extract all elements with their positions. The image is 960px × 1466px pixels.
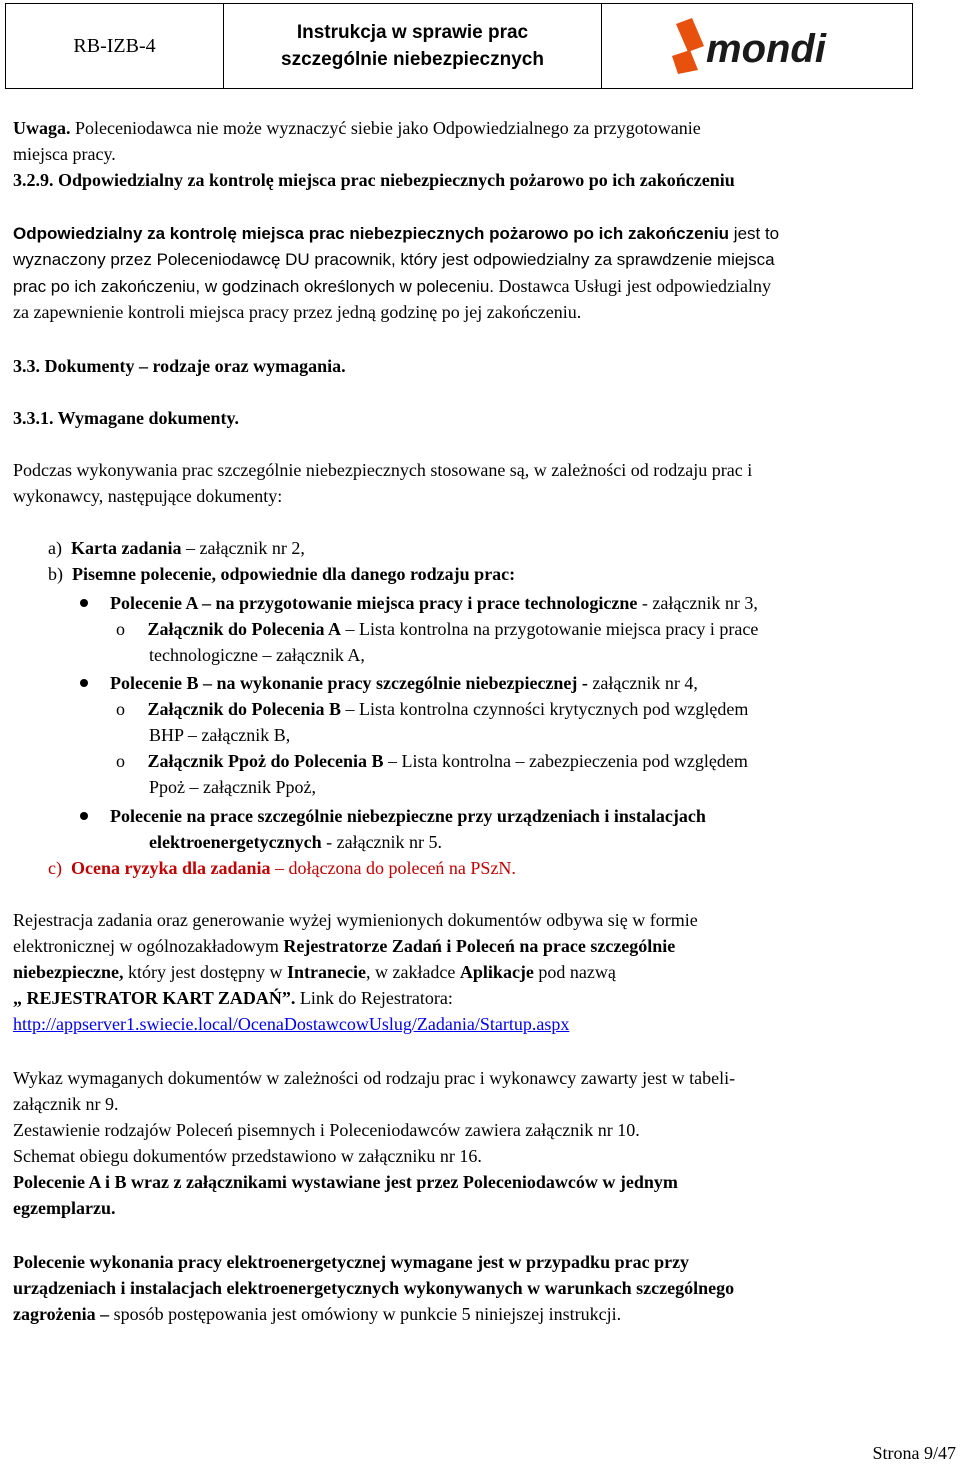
wykaz-line-3: Zestawienie rodzajów Poleceń pisemnych i Poleceniodawców zawiera załącznik nr 10.: [13, 1120, 640, 1140]
title-line-1: Instrukcja w sprawie prac: [296, 22, 529, 43]
sub-item-zalacznik-a-line-2: technologiczne – załącznik A,: [149, 645, 365, 665]
document-title: [224, 4, 602, 88]
reg-line-1: Rejestracja zadania oraz generowanie wyżej wymienionych dokumentów odbywa się w formie: [13, 910, 698, 930]
section-3-3-heading: 3.3. Dokumenty – rodzaje oraz wymagania.: [13, 356, 346, 376]
elektro-line-2: urządzeniach i instalacjach elektroenergetycznych wykonywanych w warunkach szczególnego: [13, 1278, 735, 1298]
list-item-a: a) Karta zadania – załącznik nr 2,: [48, 538, 305, 558]
logo-text: mondi: [706, 27, 826, 71]
para1-line-3: prac po ich zakończeniu, w godzinach określonych w poleceniu. Dostawca Usługi jest odpowiedzialny: [13, 276, 771, 296]
section-3-3-1-heading: 3.3.1. Wymagane dokumenty.: [13, 408, 240, 428]
registrator-link[interactable]: http://appserver1.swiecie.local/OcenaDostawcowUslug/Zadania/Startup.aspx: [13, 1014, 570, 1034]
para1-line-4: za zapewnienie kontroli miejsca pracy przez jedną godzinę po jej zakończeniu.: [13, 302, 582, 322]
para1-line-1: Odpowiedzialny za kontrolę miejsca prac niebezpiecznych pożarowo po ich zakończeniu jest to: [13, 224, 780, 243]
para1-line-2: wyznaczony przez Poleceniodawcę DU pracownik, który jest odpowiedzialny za sprawdzenie miejsca: [13, 250, 775, 269]
elektro-line-3: zagrożenia – sposób postępowania jest omówiony w punkcie 5 niniejszej instrukcji.: [13, 1304, 622, 1324]
sub-item-zalacznik-a: o Załącznik do Polecenia A – Lista kontrolna na przygotowanie miejsca pracy i prace: [116, 619, 759, 639]
wykaz-line-6: egzemplarzu.: [13, 1198, 116, 1218]
document-code: RB-IZB-4: [6, 4, 224, 88]
sub-item-zalacznik-ppoz-line-2: Ppoż – załącznik Ppoż,: [149, 777, 316, 797]
list-item-c: c) Ocena ryzyka dla zadania – dołączona do poleceń na PSzN.: [48, 858, 516, 878]
mondi-logo: [602, 4, 912, 88]
section-3-2-9-heading: 3.2.9. Odpowiedzialny za kontrolę miejsca prac niebezpiecznych pożarowo po ich zakończeniu: [13, 170, 735, 190]
wykaz-line-4: Schemat obiegu dokumentów przedstawiono w załączniku nr 16.: [13, 1146, 482, 1166]
wykaz-line-1: Wykaz wymaganych dokumentów w zależności od rodzaju prac i wykonawcy zawarty jest w tabeli-: [13, 1068, 736, 1088]
mondi-logo-icon: [668, 16, 846, 76]
bullet-polecenie-elektro: Polecenie na prace szczególnie niebezpieczne przy urządzeniach i instalacjach: [80, 803, 706, 829]
bullet-polecenie-elektro-line-2: elektroenergetycznych - załącznik nr 5.: [149, 832, 443, 852]
uwaga-line-2: miejsca pracy.: [13, 144, 116, 164]
elektro-line-1: Polecenie wykonania pracy elektroenergetycznej wymagane jest w przypadku prac przy: [13, 1252, 690, 1272]
bullet-icon: [80, 679, 88, 687]
wykaz-line-5: Polecenie A i B wraz z załącznikami wystawiane jest przez Poleceniodawców w jednym: [13, 1172, 678, 1192]
intro-line-1: Podczas wykonywania prac szczególnie niebezpiecznych stosowane są, w zależności od rodzaju prac i: [13, 460, 753, 480]
bullet-icon: [80, 812, 88, 820]
bullet-polecenie-b: Polecenie B – na wykonanie pracy szczególnie niebezpiecznej - załącznik nr 4,: [80, 670, 698, 696]
bullet-icon: [80, 599, 88, 607]
reg-line-3: niebezpieczne, który jest dostępny w Intranecie, w zakładce Aplikacje pod nazwą: [13, 962, 616, 982]
reg-line-4: „ REJESTRATOR KART ZADAŃ”. Link do Rejestratora:: [13, 988, 453, 1008]
uwaga-line-1: Uwaga. Poleceniodawca nie może wyznaczyć siebie jako Odpowiedzialnego za przygotowanie: [13, 118, 701, 138]
intro-line-2: wykonawcy, następujące dokumenty:: [13, 486, 283, 506]
title-line-2: szczególnie niebezpiecznych: [281, 49, 544, 70]
page-number: Strona 9/47: [872, 1443, 956, 1463]
sub-item-zalacznik-b: o Załącznik do Polecenia B – Lista kontrolna czynności krytycznych pod względem: [116, 699, 749, 719]
bullet-polecenie-a: Polecenie A – na przygotowanie miejsca pracy i prace technologiczne - załącznik nr 3,: [80, 590, 758, 616]
sub-item-zalacznik-ppoz: o Załącznik Ppoż do Polecenia B – Lista kontrolna – zabezpieczenia pod względem: [116, 751, 748, 771]
wykaz-line-2: załącznik nr 9.: [13, 1094, 119, 1114]
sub-item-zalacznik-b-line-2: BHP – załącznik B,: [149, 725, 291, 745]
document-header: [5, 3, 913, 89]
list-item-b: b) Pisemne polecenie, odpowiednie dla danego rodzaju prac:: [48, 564, 516, 584]
reg-line-2: elektronicznej w ogólnozakładowym Rejestratorze Zadań i Poleceń na prace szczególnie: [13, 936, 676, 956]
